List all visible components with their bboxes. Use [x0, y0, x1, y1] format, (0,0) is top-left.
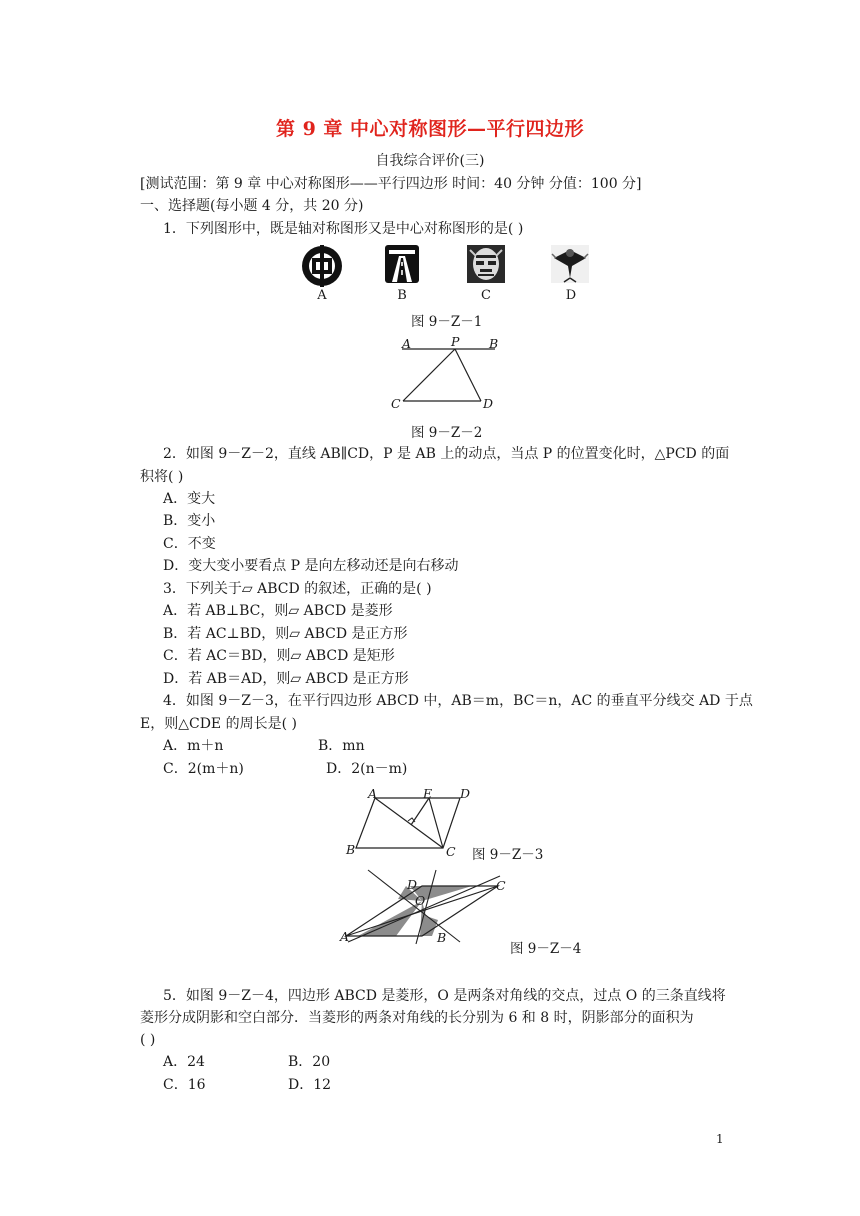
point-label-d: D: [460, 786, 471, 801]
point-label-b: B: [489, 336, 499, 351]
figure-3-caption: 图 9－Z－3: [472, 847, 544, 863]
page-title: 第 9 章 中心对称图形—平行四边形: [275, 118, 585, 140]
road-sign-icon: [384, 244, 420, 284]
kite-figure-icon: [550, 244, 590, 284]
question-4-line-2: E，则△CDE 的周长是( ): [140, 716, 297, 732]
question-3-option-a: A．若 AB⊥BC，则▱ ABCD 是菱形: [163, 603, 393, 619]
point-label-o: O: [415, 893, 426, 908]
option-label-c: C: [481, 288, 491, 303]
option-label-a: A: [317, 288, 327, 303]
point-label-b: B: [437, 930, 447, 945]
question-5-option-b: B．20: [288, 1054, 331, 1070]
question-2-option-b: B．变小: [163, 513, 216, 529]
option-label-d: D: [565, 288, 577, 303]
question-2-option-c: C．不变: [163, 536, 216, 552]
page-number: 1: [716, 1132, 724, 1146]
test-info: [测试范围：第 9 章 中心对称图形——平行四边形 时间：40 分钟 分值：100 分]: [140, 176, 642, 192]
option-label-b: B: [397, 288, 407, 303]
figure-2-caption: 图 9－Z－2: [411, 425, 483, 441]
question-1-stem: 1．下列图形中，既是轴对称图形又是中心对称图形的是( ): [163, 221, 524, 237]
question-4-option-c: C．2(m＋n): [163, 761, 244, 777]
point-label-c: C: [391, 396, 401, 411]
question-5-line-2: 菱形分成阴影和空白部分．当菱形的两条对角线的长分别为 6 和 8 时，阴影部分的面积为: [140, 1010, 694, 1026]
question-5-line-1: 5．如图 9－Z－4，四边形 ABCD 是菱形，O 是两条对角线的交点，过点 O 的三条直线将: [163, 988, 726, 1004]
question-5-option-c: C．16: [163, 1077, 206, 1093]
point-label-e: E: [423, 786, 433, 801]
question-2-option-d: D．变大变小要看点 P 是向左移动还是向右移动: [163, 558, 459, 574]
point-label-a: A: [340, 929, 350, 944]
figure-4-caption: 图 9－Z－4: [510, 941, 582, 957]
question-3-stem: 3．下列关于▱ ABCD 的叙述，正确的是( ): [163, 581, 432, 597]
figure-1-caption: 图 9－Z－1: [411, 314, 483, 330]
opera-mask-icon: [466, 244, 506, 284]
question-3-option-d: D．若 AB＝AD，则▱ ABCD 是正方形: [163, 671, 409, 687]
bank-logo-icon: [300, 244, 344, 288]
point-label-a: A: [368, 786, 378, 801]
point-label-b: B: [346, 842, 356, 857]
point-label-p: P: [451, 334, 460, 349]
page-subtitle: 自我综合评价(三): [375, 153, 485, 169]
question-4-line-1: 4．如图 9－Z－3，在平行四边形 ABCD 中，AB＝m，BC＝n，AC 的垂直平分线交 AD 于点: [163, 693, 753, 709]
point-label-d: D: [483, 396, 494, 411]
question-4-option-d: D．2(n－m): [326, 761, 408, 777]
question-3-option-c: C．若 AC＝BD，则▱ ABCD 是矩形: [163, 648, 395, 664]
question-4-option-a: A．m＋n: [163, 738, 224, 754]
question-4-option-b: B．mn: [318, 738, 365, 754]
section-heading: 一、选择题(每小题 4 分，共 20 分): [140, 198, 364, 214]
question-5-option-a: A．24: [163, 1054, 205, 1070]
question-5-option-d: D．12: [288, 1077, 332, 1093]
point-label-d: D: [407, 877, 418, 892]
question-2-line-1: 2．如图 9－Z－2，直线 AB∥CD，P 是 AB 上的动点，当点 P 的位置变化时，△PCD 的面: [163, 446, 730, 462]
question-3-option-b: B．若 AC⊥BD，则▱ ABCD 是正方形: [163, 626, 408, 642]
point-label-a: A: [402, 336, 412, 351]
figure-4-diagram: [340, 868, 515, 948]
point-label-c: C: [446, 844, 456, 859]
question-2-option-a: A．变大: [163, 491, 216, 507]
point-label-c: C: [496, 878, 506, 893]
question-2-line-2: 积将( ): [140, 469, 184, 485]
question-5-line-3: ( ): [140, 1032, 156, 1048]
